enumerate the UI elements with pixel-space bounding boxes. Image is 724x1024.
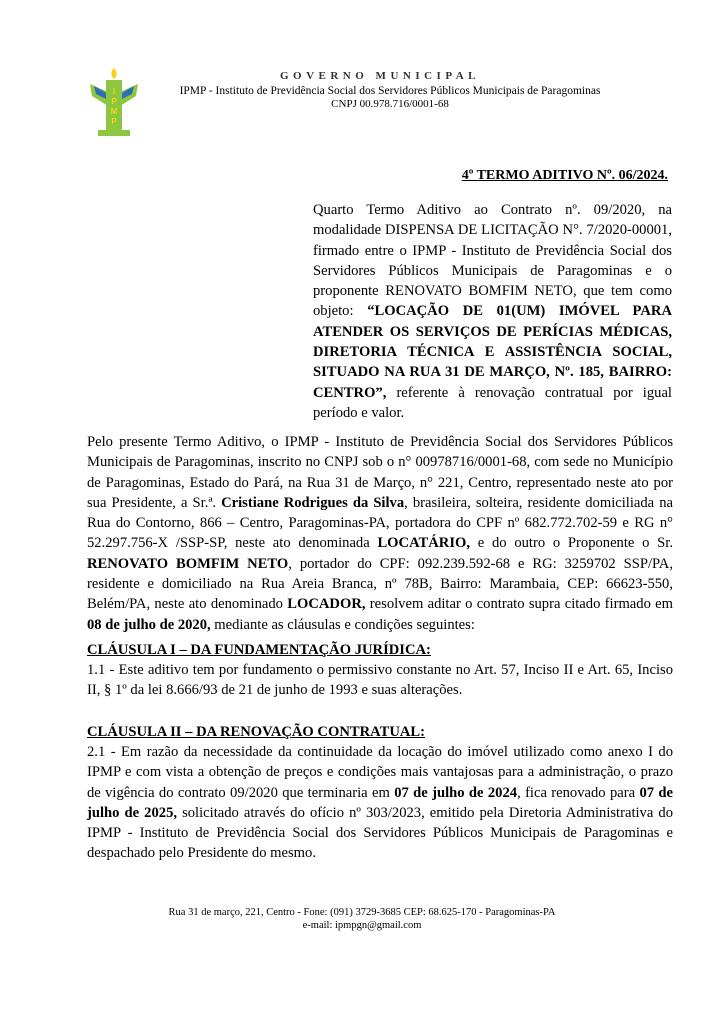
header-governo: GOVERNO MUNICIPAL <box>279 70 481 82</box>
header-instituto: IPMP - Instituto de Previdência Social dos Servidores Públicos Municipais de Paragominas <box>179 85 601 97</box>
footer-email: e-mail: ipmpgn@gmail.com <box>302 920 422 931</box>
clausula-1-text: 1.1 - Este aditivo tem por fundamento o permissivo constante no Art. 57, Inciso II e Art. 65, Inciso II, § 1º da lei 8.666/93 de 21 de junho de 1993 e suas alterações. <box>87 662 673 699</box>
svg-text:P: P <box>111 97 117 106</box>
clausula-2-title: CLÁUSULA II – DA RENOVAÇÃO CONTRATUAL: <box>87 724 425 740</box>
clausula-2 <box>87 722 673 864</box>
svg-text:M: M <box>110 107 118 116</box>
footer <box>0 906 724 932</box>
intro-paragraph: Pelo presente Termo Aditivo, o IPMP - Instituto de Previdência Social dos Servidores Públicos Municipais de Paragominas, inscrito no CNPJ sob o n° 00978716/0001-68, com sede no Município de Paragominas, Estado do Pará, na Rua 31 de Março, n° 221, Centro, representado neste ato por sua Presidente, a Sr.ª. Cristiane Rodrigues da Silva, brasileira, solteira, residente domiciliada na Rua do Contorno, 866 – Centro, Paragominas-PA, portadora do CPF nº 682.772.702-59 e RG n° 52.297.756-X /SSP-SP, neste ato denominada LOCATÁRIO, e do outro o Proponente o Sr. RENOVATO BOMFIM NETO, portador do CPF: 092.239.592-68 e RG: 3259702 SSP/PA, residente e domiciliado na Rua Areia Branca, nº 78B, Bairro: Marambaia, CEP: 66623-550, Belém/PA, neste ato denominado LOCADOR, resolvem aditar o contrato supra citado firmado em 08 de julho de 2020, mediante as cláusulas e condições seguintes: <box>87 434 673 633</box>
header-cnpj: CNPJ 00.978.716/0001-68 <box>331 98 449 110</box>
footer-address: Rua 31 de março, 221, Centro - Fone: (091) 3729-3685 CEP: 68.625-170 - Paragominas-PA <box>168 907 556 918</box>
svg-text:P: P <box>111 117 117 126</box>
document-title: 4º TERMO ADITIVO Nº. 06/2024. <box>461 168 668 183</box>
clausula-2-text: 2.1 - Em razão da necessidade da continuidade da locação do imóvel utilizado como anexo I do IPMP e com vista a obtenção de preços e condições mais vantajosas para a administração, o prazo de vigência do contrato 09/2020 que terminaria em 07 de julho de 2024, fica renovado para 07 de julho de 2025, solicitado através do ofício nº 303/2023, emitido pela Diretoria Administrativa do IPMP - Instituto de Previdência Social dos Servidores Públicos Municipais de Paragominas e despachado pelo Presidente do mesmo. <box>87 744 673 862</box>
contract-summary: Quarto Termo Aditivo ao Contrato nº. 09/2020, na modalidade DISPENSA DE LICITAÇÃO N°. 7/2020-00001, firmado entre o IPMP - Instituto de Previdência Social dos Servidores Públicos Municipais de Paragominas e o proponente RENOVATO BOMFIM NETO, que tem como objeto: “LOCAÇÃO DE 01(UM) IMÓVEL PARA ATENDER OS SERVIÇOS DE PERÍCIAS MÉDICAS, DIRETORIA TÉCNICA E ASSISTÊNCIA SOCIAL, SITUADO NA RUA 31 DE MARÇO, Nº. 185, BAIRRO: CENTRO”, referente à renovação contratual por igual período e valor. <box>313 202 673 421</box>
clausula-1 <box>87 640 673 701</box>
svg-text:I: I <box>112 87 116 96</box>
clausula-1-title: CLÁUSULA I – DA FUNDAMENTAÇÃO JURÍDICA: <box>87 642 431 658</box>
